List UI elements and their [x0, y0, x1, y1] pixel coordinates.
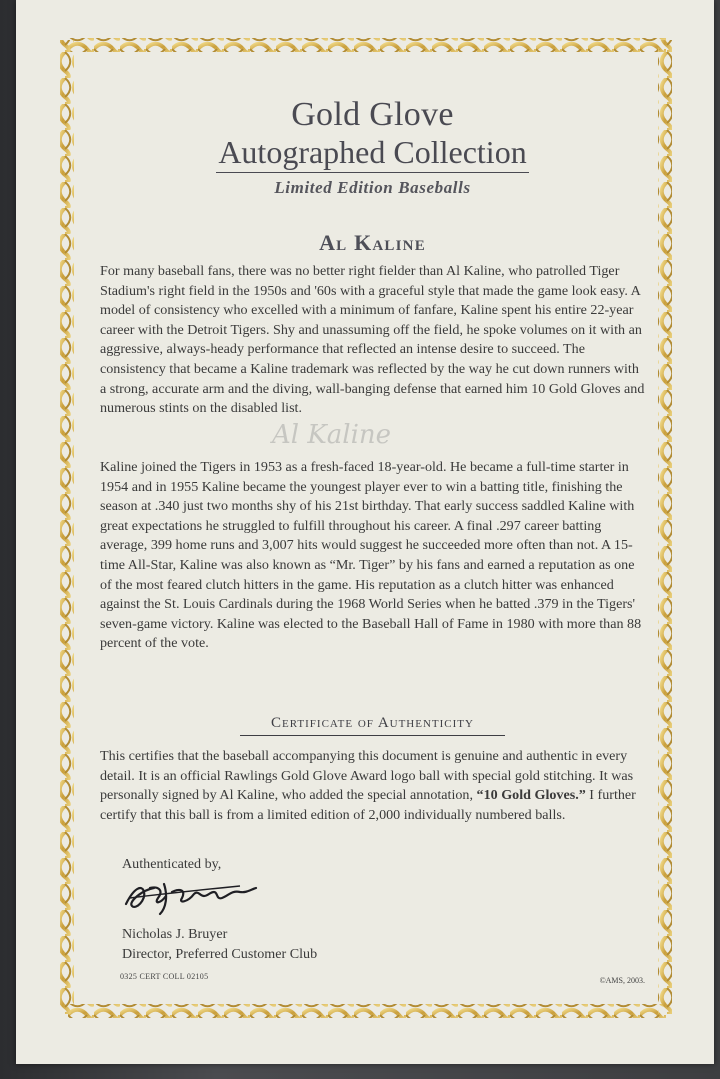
coa-annotation: “10 Gold Gloves.”	[476, 787, 586, 804]
coa-text-before: This certifies that the baseball accompanying this document is genuine and authentic in every detail. It is an official Rawlings Gold Glove Award logo ball with special gold stitching. It was personally signed by Al Kaline, who added the special annotation,	[100, 748, 634, 804]
player-name: Al Kaline	[319, 230, 426, 255]
border-right	[658, 40, 672, 1014]
signer-title: Director, Preferred Customer Club	[122, 946, 318, 962]
copyright-notice: ©AMS, 2003.	[599, 976, 645, 985]
brand-title: Gold Glove	[291, 96, 454, 133]
authenticated-by-label: Authenticated by,	[122, 856, 222, 872]
border-bottom	[68, 1004, 666, 1018]
coa-text-after: I further certify that this ball is from a limited edition of 2,000 individually numbered balls.	[100, 787, 636, 823]
faint-autograph	[268, 415, 448, 455]
bio-paragraph-2: Kaline joined the Tigers in 1953 as a fresh-faced 18-year-old. He became a full-time starter in 1954 and in 1955 Kaline became the youngest player ever to win a batting title, finishing the season at .340 just two months shy of his 21st birthday. That early success saddled Kaline with great expectations he struggled to fulfill throughout his career. A final .297 career batting average, 399 home runs and 3,007 hits would suggest he succeeded more often than not. A 15-time All-Star, Kaline was also known as “Mr. Tiger” by his fans and earned a reputation as one of the most feared clutch hitters in the game. His reputation as a clutch hitter was enhanced against the St. Louis Cardinals during the 1968 World Series when he batted .379 in the Tigers' seven-game victory. Kaline was elected to the Baseball Hall of Fame in 1980 with more than 88 percent of the vote.	[100, 459, 642, 652]
brand-subtitle-text: Autographed Collection	[216, 134, 528, 173]
coa-heading: Certificate of Authenticity	[240, 715, 505, 736]
border-top	[68, 38, 666, 52]
border-left	[60, 40, 74, 1014]
edition-line: Limited Edition Baseballs	[274, 178, 471, 197]
handwritten-signature	[120, 874, 260, 920]
faint-autograph-text: Al Kaline	[272, 420, 392, 450]
form-code: 0325 CERT COLL 02105	[120, 972, 209, 981]
brand-subtitle	[100, 134, 645, 171]
signer-name: Nicholas J. Bruyer	[122, 926, 228, 942]
bio-paragraph-1: For many baseball fans, there was no better right fielder than Al Kaline, who patrolled Tiger Stadium's right field in the 1950s and '60s with a graceful style that made the game look easy. A model of consistency who excelled with a minimum of fanfare, Kaline spent his entire 22-year career with the Detroit Tigers. Shy and unassuming off the field, he spoke volumes on it with an aggressive, always-heady performance that reflected an intense desire to succeed. The consistency that became a Kaline trademark was reflected by the way he cut down runners with a strong, accurate arm and the diving, wall-banging defense that earned him 10 Gold Gloves and numerous stints on the disabled list.	[100, 263, 645, 417]
certificate-paper	[16, 0, 714, 1064]
coa-statement	[100, 747, 645, 825]
